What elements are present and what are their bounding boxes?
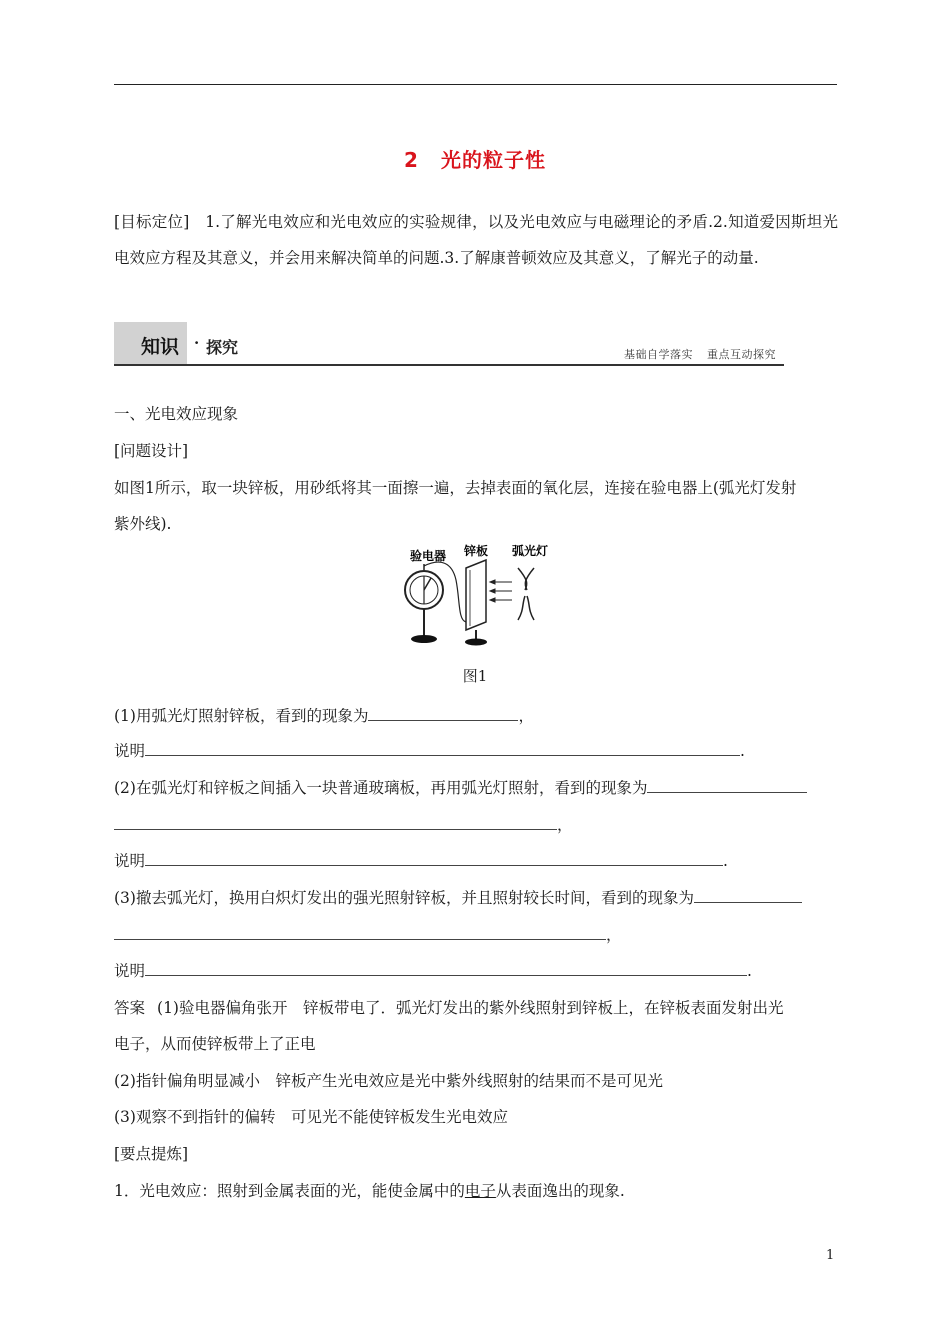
figure-label-zinc: 锌板 <box>464 544 489 558</box>
key-point-1-after: 从表面逸出的现象. <box>495 1182 625 1200</box>
question-1 <box>114 705 534 727</box>
answer-1-line-1 <box>114 997 783 1019</box>
answer-blank[interactable] <box>114 814 557 830</box>
explain-label: 说明 <box>114 742 146 760</box>
title-text: 光的粒子性 <box>440 148 546 172</box>
question-3-cont <box>114 924 622 946</box>
answer-blank[interactable] <box>694 887 802 903</box>
explain-2 <box>114 850 728 872</box>
question-1-end: ， <box>518 707 534 725</box>
banner-rule <box>114 364 784 366</box>
period: . <box>723 852 728 870</box>
banner-sub-label: 探究 <box>206 338 239 357</box>
answer-1-line-2: 电子，从而使锌板带上了正电 <box>114 1035 316 1053</box>
experiment-figure <box>400 540 580 655</box>
banner-tagline <box>624 346 776 362</box>
key-point-1-underlined: 电子 <box>464 1182 496 1200</box>
period: . <box>747 962 752 980</box>
problem-design-label: [问题设计] <box>114 442 189 460</box>
answer-blank[interactable] <box>368 705 518 721</box>
key-point-1 <box>114 1180 625 1202</box>
banner-dot: · <box>194 334 200 352</box>
banner-main-label: 知识 <box>141 336 180 358</box>
answer-blank[interactable] <box>145 850 723 866</box>
figure-label-electroscope: 验电器 <box>410 549 447 563</box>
answer-blank[interactable] <box>145 960 747 976</box>
section-heading: 一、光电效应现象 <box>114 405 239 423</box>
explain-label: 说明 <box>114 962 146 980</box>
page-title <box>0 144 950 173</box>
answer-blank[interactable] <box>647 777 807 793</box>
answer-blank[interactable] <box>114 924 606 940</box>
question-2-cont <box>114 814 573 836</box>
arc-lamp-icon <box>518 568 534 620</box>
banner-tag-2: 重点互动探究 <box>707 348 776 361</box>
answer-3: (3)观察不到指针的偏转 可见光不能使锌板发生光电效应 <box>114 1108 508 1126</box>
banner-tag-1: 基础自学落实 <box>624 348 693 361</box>
question-2-end: ， <box>557 816 573 834</box>
key-point-1-before: 1．光电效应：照射到金属表面的光，能使金属中的 <box>114 1182 465 1200</box>
explain-1 <box>114 740 745 762</box>
intro-line-2: 紫外线). <box>114 515 172 533</box>
figure-caption: 图1 <box>462 667 488 685</box>
question-2 <box>114 777 807 799</box>
intro-line-1: 如图1所示，取一块锌板，用砂纸将其一面擦一遍，去掉表面的氧化层，连接在验电器上(弧光灯发射 <box>114 479 797 497</box>
period: . <box>740 742 745 760</box>
learning-objectives: [目标定位] 1.了解光电效应和光电效应的实验规律，以及光电效应与电磁理论的矛盾.2.知道爱因斯坦光电效应方程及其意义，并会用来解决简单的问题.3.了解康普顿效应及其意义，了解光子的动量. <box>114 213 838 267</box>
question-2-text: (2)在弧光灯和锌板之间插入一块普通玻璃板，再用弧光灯照射，看到的现象为 <box>114 779 648 797</box>
answer-2: (2)指针偏角明显减小 锌板产生光电效应是光中紫外线照射的结果而不是可见光 <box>114 1072 663 1090</box>
page-number: 1 <box>826 1248 835 1263</box>
header-rule <box>114 84 837 85</box>
question-1-text: (1)用弧光灯照射锌板，看到的现象为 <box>114 707 369 725</box>
question-3-end: ， <box>606 926 622 944</box>
explain-label: 说明 <box>114 852 146 870</box>
section-banner <box>114 322 784 366</box>
explain-3 <box>114 960 752 982</box>
light-rays-icon <box>490 580 512 602</box>
question-3 <box>114 887 802 909</box>
key-points-label: [要点提炼] <box>114 1145 189 1163</box>
answer-1-text: (1)验电器偏角张开 锌板带电了．弧光灯发出的紫外线照射到锌板上，在锌板表面发射出光 <box>157 999 784 1017</box>
zinc-plate-icon <box>465 560 487 646</box>
answer-label: 答案 <box>114 999 146 1017</box>
electroscope-icon <box>405 564 443 643</box>
answer-blank[interactable] <box>145 740 740 756</box>
question-3-text: (3)撤去弧光灯，换用白炽灯发出的强光照射锌板，并且照射较长时间，看到的现象为 <box>114 889 694 907</box>
figure-label-lamp: 弧光灯 <box>512 544 549 558</box>
title-number: 2 <box>404 148 419 172</box>
